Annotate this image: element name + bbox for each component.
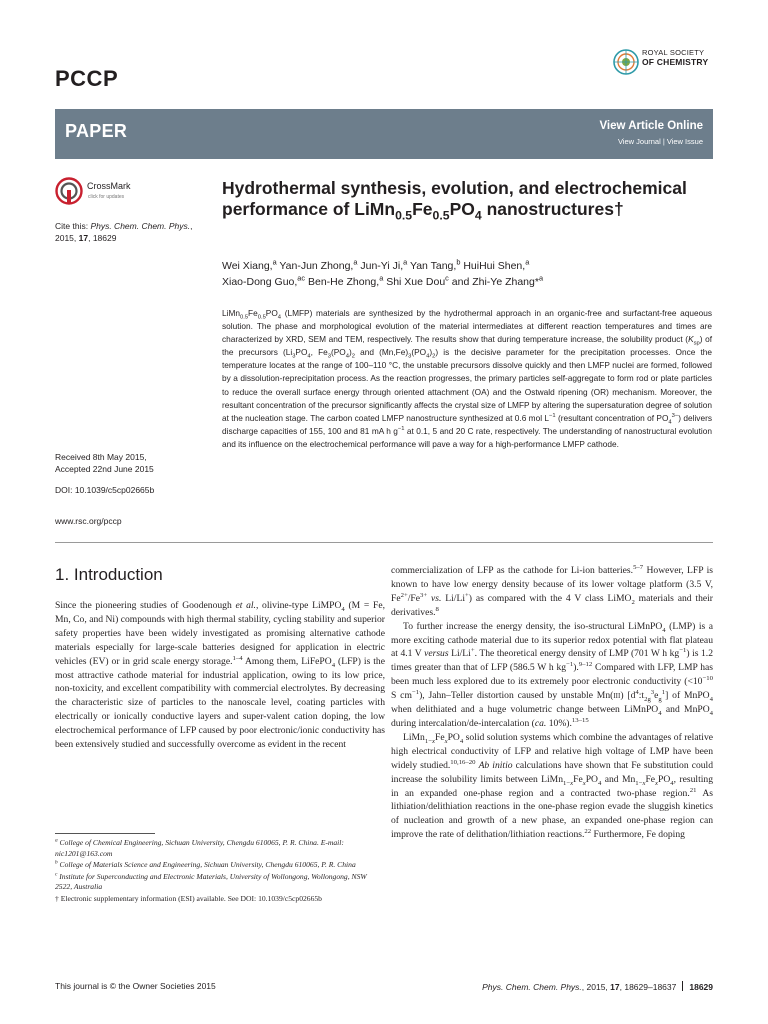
left-column — [55, 599, 385, 752]
abstract-divider — [55, 542, 713, 543]
citation-block: Cite this: Phys. Chem. Chem. Phys., 2015, 17, 18629 — [55, 221, 193, 243]
article-title: Hydrothermal synthesis, evolution, and electrochemical performance of $LiMn_{0.5}Fe_{0.5}PO_4$ nanostructures† — [222, 178, 687, 223]
paragraph: To further increase the energy density, the iso-structural LiMnPO$_4$ (LMP) is a more exciting cathode material due to its superior redox potential with flat plateau at 4.1 V versus Li/Li+. The theoretical energy density of LMP (701 W h $kg^{-1}$) is 1.2 times greater than that of LFP (586.5 W h $kg^{-1}).^{9-12}$ Compared with LFP, LMP has been much less explored due to its extremely poor electronic conductivity ($<10^{-10}$ S $cm^{-1}$), Jahn–Teller distortion caused by unstable Mn(iii) $[d^4:t_{2g}^3e_g^1]$ of MnPO$_4$ when delithiated and a huge volumetric change between LiMnPO$_4$ and MnPO$_4$ during intercalation/de-intercalation (ca. 10%).$^{13-15}$ — [391, 620, 713, 729]
view-article-online-link[interactable]: View Article Online — [599, 120, 703, 132]
footnote-esi: † Electronic supplementary information (ESI) available. See DOI: 10.1039/c5cp02665b — [55, 893, 322, 903]
paragraph: commercialization of LFP as the cathode for Li-ion batteries.$^{5-7}$ However, LFP is known to have low energy density because of its lower voltage platform (3.5 V, $Fe^{2+}/Fe^{3+}$ vs. Li/Li+) as compared with the 4 V class LiMO$_2$ materials and their derivatives.$^8$ — [391, 563, 713, 618]
abstract: $LiMn_{0.5}Fe_{0.5}PO_4$ (LMFP) materials are synthesized by the hydrothermal approach in an organic-free and surfactant-free aqueous solution. The phase and morphological evolution of the material intermediates at different reaction temperatures and times are characterized by XRD, SEM and TEM, respectively. The results show that during temperature increase, the solubility product $(K_{sp})$ of the precursors ($Li_3PO_4$, $Fe_3(PO_4)_2$ and $(Mn,Fe)_3(PO_4)_2$) is the decisive parameter for the precipitation processes. Once the temperature locates at the range of 100–110 °C, the unstable precursors dissolve quickly and then LMFP nuclei are formed, followed by a dissolution-reprecipitation process. As the reaction progresses, the primary particles self-aggregate to form rod or plate particles to reduce the overall surface energy through oriented attachment (OA) and the Ostwald ripening (OR) mechanism. Moreover, the resultant concentration of the precursor significantly affects the crystal size of LMFP by altering the supersaturation degree of solution at the nucleation stage. The carbon coated LMFP nanostructure synthesized at 0.6 mol $L^{-1}$ (resultant concentration of $PO_4^{3-}$) delivers discharge capacities of 155, 100 and 81 mA h $g^{-1}$ at 0.1, 5 and 20 C rate, respectively. The understanding of nanostructural evolution and its influence on the electrochemical performance will pave a way for a high-performance LMFP cathode. — [222, 308, 712, 449]
publisher-logo[interactable] — [612, 46, 720, 86]
article-type-band — [55, 109, 713, 159]
section-heading: 1. Introduction — [55, 565, 163, 584]
footnote-divider — [55, 833, 155, 834]
paragraph: Since the pioneering studies of Goodenough et al., olivine-type LiMPO$_4$ (M = Fe, Mn, Co, and Ni) compounds with high thermal stability, cycling stability and superior safety properties have been widely investigated as promising alternative cathode materials especially for large-scale batteries designed for application in electric vehicles (EV) or in grid scale energy storage.$^{1-4}$ Among them, LiFePO$_4$ (LFP) is the most attractive cathode material for industrial application, owing to its low price, non-toxicity, and excellent compatibility with commercial electrolytes. By decreasing the characteristic size of particles to the nanoscale level, coating particles with electrically or ionically conductive layers and super-valent cation doping, the low electrochemical performance of LFP caused by poor electronic/ionic conductivity has been extensively studied and successfully overcome as evident in the recent — [55, 600, 386, 751]
footnote-affiliation-c: $^c$ Institute for Superconducting and Electronic Materials, University of Wollongong, Wollongong, NSW 2522, Australia — [55, 871, 367, 892]
cite-prefix: Cite this: — [55, 221, 91, 231]
footnote-affiliation-b: $^b$ College of Materials Science and Engineering, Sichuan University, Chengdu 610065, P. R. China — [55, 859, 356, 870]
journal-name: PCCP — [55, 66, 119, 91]
footnote-affiliation-a: $^a$ College of Chemical Engineering, Sichuan University, Chengdu 610065, P. R. China. E-mail: nic1201@163.com — [55, 837, 344, 858]
footer-journal: Phys. Chem. Chem. Phys. — [482, 982, 582, 992]
right-column — [391, 564, 713, 842]
cite-journal: Phys. Chem. Chem. Phys. — [90, 221, 191, 231]
crossmark-sublabel: click for updates — [88, 194, 125, 200]
publisher-name-line1: ROYAL SOCIETY — [642, 48, 705, 57]
page-number: 18629 — [689, 982, 713, 992]
crossmark-badge[interactable] — [55, 177, 145, 205]
footnotes — [55, 838, 385, 906]
received-date: Received 8th May 2015, — [55, 452, 147, 462]
journal-url[interactable]: www.rsc.org/pccp — [55, 516, 122, 526]
view-journal-issue-links[interactable]: View Journal | View Issue — [617, 137, 703, 146]
accepted-date: Accepted 22nd June 2015 — [55, 463, 154, 474]
article-type-label: PAPER — [65, 121, 128, 141]
cite-details: 2015, 17, 18629 — [55, 232, 117, 243]
citation-footer: Phys. Chem. Chem. Phys., 2015, 17, 18629–18637 18629 — [482, 982, 713, 992]
doi-link[interactable]: DOI: 10.1039/c5cp02665b — [55, 485, 155, 495]
rsc-emblem-icon — [612, 48, 640, 76]
crossmark-icon — [55, 177, 83, 205]
article-dates — [55, 452, 235, 497]
publisher-name-line2: OF CHEMISTRY — [642, 56, 709, 67]
paragraph: $LiMn_{1-x}Fe_xPO_4$ solid solution systems which combine the advantages of relative high electrical conductivity of LFP and relative high voltage of LMP have been widely studied.$^{10,16-20}$ Ab initio calculations have shown that Fe substitution could increase the solubility limits between $LiMn_{1-x}Fe_xPO_4$ and $Mn_{1-x}Fe_xPO_4$, resulting in an expanded one-phase region and a contracted two-phase region.$^{21}$ As lithiation/delithiation reactions in the one-phase region evade the sluggish kinetics of nucleation and growth of a new phase, an expanded one-phase region can improve the rate of delithation/lithiation reactions.$^{22}$ Furthermore, Fe doping — [391, 731, 714, 841]
copyright-footer: This journal is © the Owner Societies 2015 — [55, 981, 216, 991]
footer-separator — [682, 981, 683, 991]
crossmark-label: CrossMark — [87, 181, 131, 191]
author-list: Wei Xiang,$^a$ Yan-Jun Zhong,$^a$ Jun-Yi Ji,$^a$ Yan Tang,$^b$ HuiHui Shen,$^a$ Xiao-Dong Guo,$^{ac}$ Ben-He Zhong,$^a$ Shi Xue Dou$^c$ and Zhi-Ye Zhang*$^a$ — [222, 257, 544, 288]
